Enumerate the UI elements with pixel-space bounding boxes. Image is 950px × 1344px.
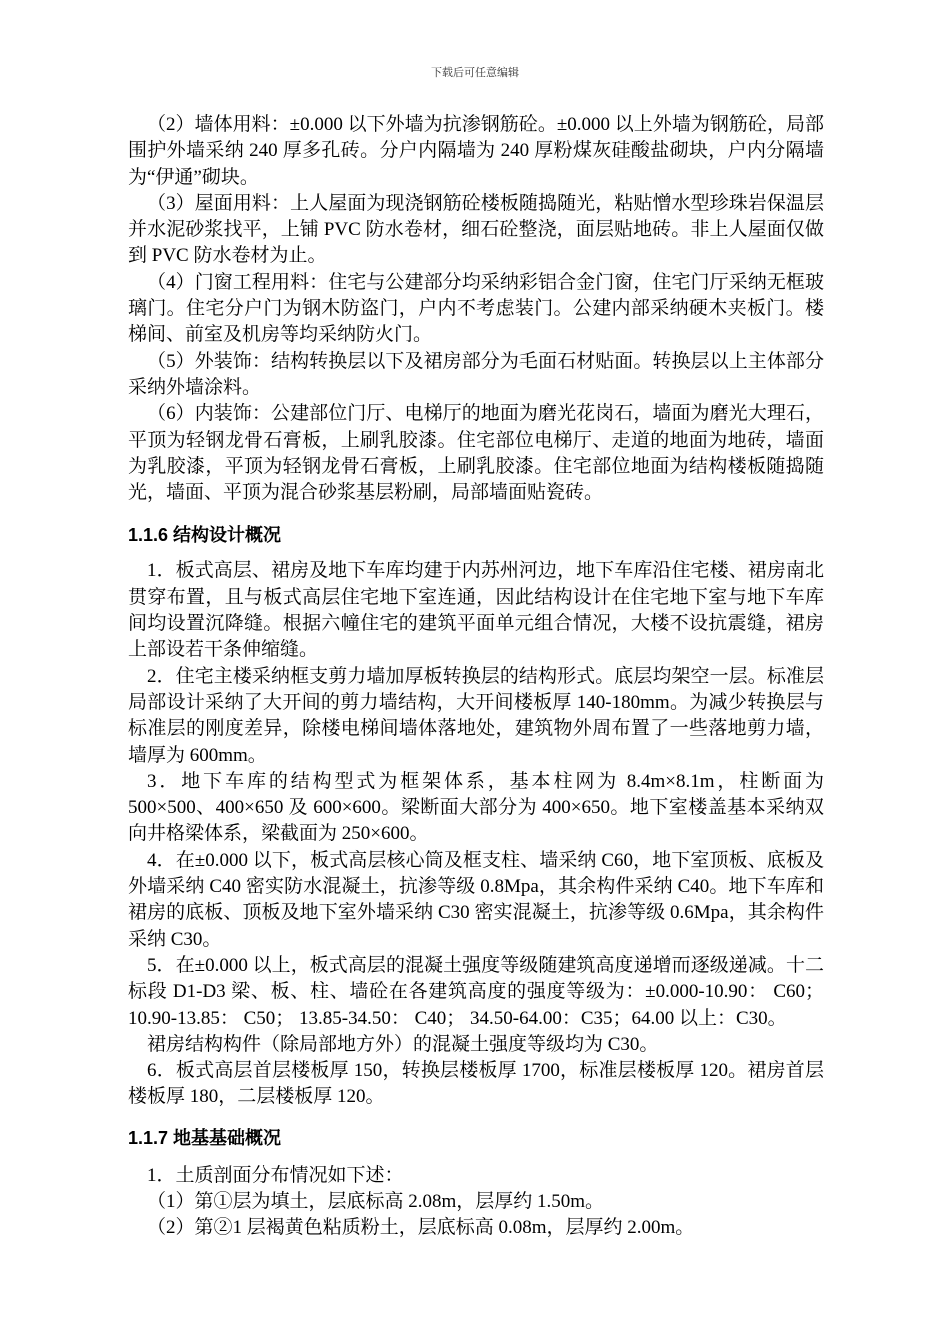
paragraph-structure-1: 1．板式高层、裙房及地下车库均建于内苏州河边，地下车库沿住宅楼、裙房南北贯穿布置，且与板式高层住宅地下室连通，因此结构设计在住宅地下室与地下车库间均设置沉降缝。根据六幢住宅的建筑平面单元组合情况，大楼不设抗震缝，裙房上部设若干条伸缩缝。: [128, 560, 824, 661]
paragraph-soil-layer-1: （1）第①层为填土，层底标高 2.08m，层厚约 1.50m。: [147, 1190, 605, 1212]
section-heading-foundation: 1.1.7 地基基础概况: [128, 1127, 282, 1148]
paragraph-soil-intro: 1．土质剖面分布情况如下述：: [147, 1164, 404, 1186]
paragraph-interior-finish: （6）内装饰：公建部位门厅、电梯厅的地面为磨光花岗石，墙面为磨光大理石，平顶为轻钢龙骨石膏板，上刷乳胶漆。住宅部位电梯厅、走道的地面为地砖，墙面为乳胶漆，平顶为轻钢龙骨石膏板，上刷乳胶漆。住宅部位地面为结构楼板随捣随光，墙面、平顶为混合砂浆基层粉刷，局部墙面贴瓷砖。: [128, 403, 824, 504]
paragraph-structure-podium: 裙房结构构件（除局部地方外）的混凝土强度等级均为 C30。: [147, 1033, 659, 1055]
paragraph-exterior-finish: （5）外装饰：结构转换层以下及裙房部分为毛面石材贴面。转换层以上主体部分采纳外墙涂料。: [128, 350, 824, 398]
paragraph-structure-4: 4．在±0.000 以下，板式高层核心筒及框支柱、墙采纳 C60，地下室顶板、底板及外墙采纳 C40 密实防水混凝土，抗渗等级 0.8Mpa，其余构件采纳 C40。地下车库和裙房的底板、顶板及地下室外墙采纳 C30 密实混凝土，抗渗等级 0.6Mpa，其余构件采纳 C30。: [128, 849, 824, 950]
paragraph-structure-3: 3．地下车库的结构型式为框架体系，基本柱网为 8.4m×8.1m，柱断面为 500×500、400×650 及 600×600。梁断面大部分为 400×650。地下室楼盖基本采纳双向井格梁体系，梁截面为 250×600。: [128, 770, 824, 845]
paragraph-roof-materials: （3）屋面用料：上人屋面为现浇钢筋砼楼板随捣随光，粘贴憎水型珍珠岩保温层并水泥砂浆找平，上铺 PVC 防水卷材，细石砼整浇，面层贴地砖。非上人屋面仅做到 PVC 防水卷材为止。: [128, 192, 824, 267]
paragraph-soil-layer-2: （2）第②1 层褐黄色粘质粉土，层底标高 0.08m，层厚约 2.00m。: [147, 1217, 695, 1239]
page-header-note: 下载后可任意编辑: [431, 66, 519, 79]
paragraph-structure-5: 5．在±0.000 以上，板式高层的混凝土强度等级随建筑高度递增而逐级递减。十二标段 D1-D3 梁、板、柱、墙砼在各建筑高度的强度等级为：±0.000-10.90： C60； 10.90-13.85： C50； 13.85-34.50： C40； 34.50-64.00：C35；64.00 以上：C30。: [128, 954, 824, 1029]
section-heading-structure: 1.1.6 结构设计概况: [128, 525, 282, 546]
paragraph-structure-2: 2．住宅主楼采纳框支剪力墙加厚板转换层的结构形式。底层均架空一层。标准层局部设计采纳了大开间的剪力墙结构，大开间楼板厚 140-180mm。为减少转换层与标准层的刚度差异，除楼电梯间墙体落地处，建筑物外周布置了一些落地剪力墙，墙厚为 600mm。: [128, 665, 824, 766]
paragraph-structure-6: 6．板式高层首层楼板厚 150，转换层楼板厚 1700，标准层楼板厚 120。裙房首层楼板厚 180，二层楼板厚 120。: [128, 1060, 824, 1108]
paragraph-wall-materials: （2）墙体用料：±0.000 以下外墙为抗渗钢筋砼。±0.000 以上外墙为钢筋砼，局部围护外墙采纳 240 厚多孔砖。分户内隔墙为 240 厚粉煤灰硅酸盐砌块，户内分隔墙为“伊通”砌块。: [128, 114, 824, 188]
paragraph-doors-windows: （4）门窗工程用料：住宅与公建部分均采纳彩铝合金门窗，住宅门厅采纳无框玻璃门。住宅分户门为钢木防盗门，户内不考虑装门。公建内部采纳硬木夹板门。楼梯间、前室及机房等均采纳防火门。: [128, 271, 824, 346]
document-body: [128, 112, 824, 1242]
